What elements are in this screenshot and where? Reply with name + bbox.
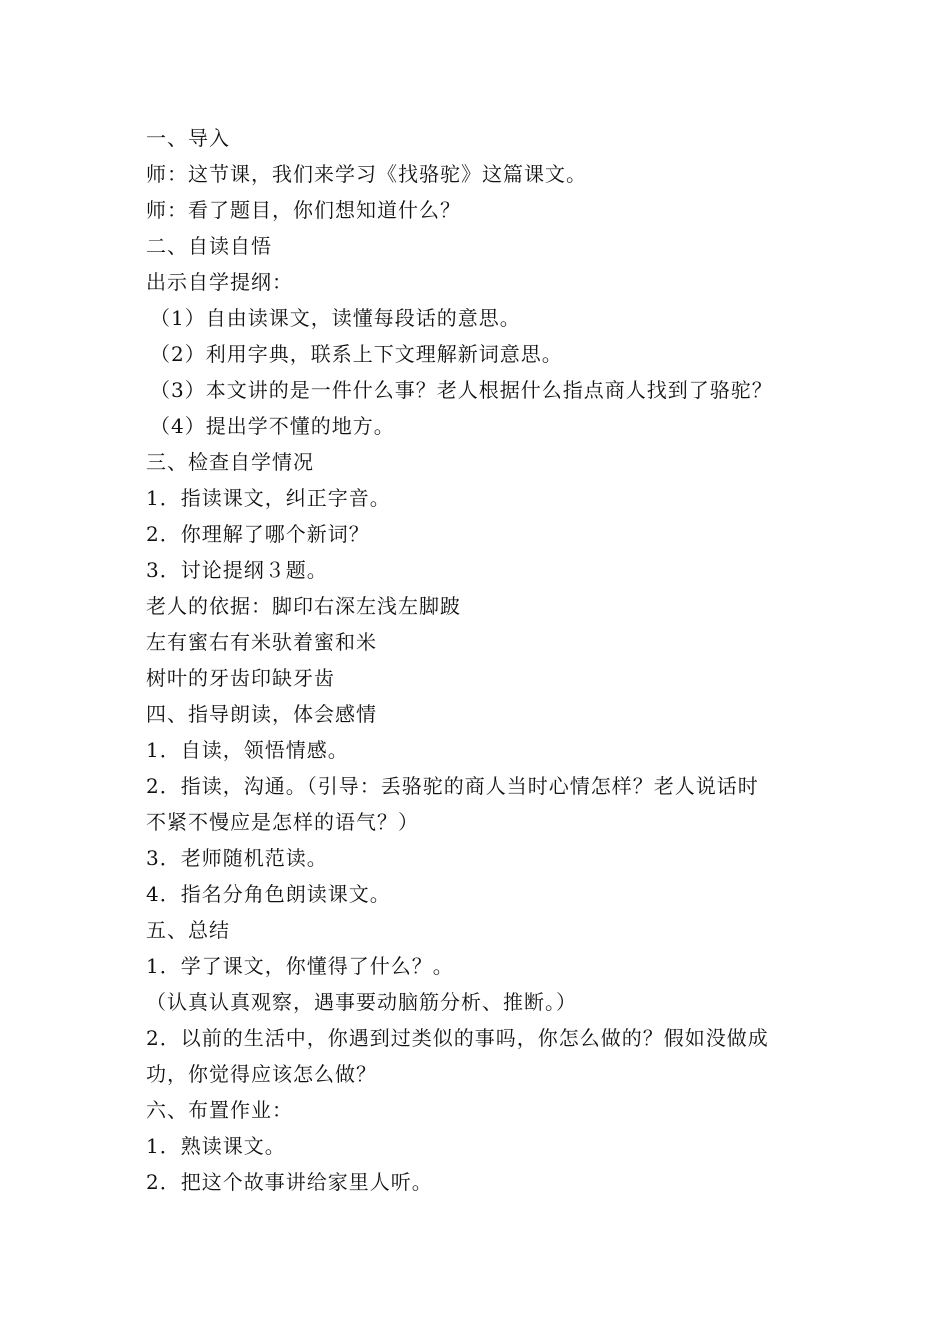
list-item: 1．熟读课文。 <box>146 1134 286 1158</box>
list-item: 3．讨论提纲３题。 <box>146 558 328 582</box>
paragraph-line: 功，你觉得应该怎么做？ <box>146 1062 377 1086</box>
list-item: （2）利用字典，联系上下文理解新词意思。 <box>150 342 563 366</box>
list-item: 2．把这个故事讲给家里人听。 <box>146 1170 433 1194</box>
paragraph-line: 老人的依据：脚印右深左浅左脚跛 <box>146 594 461 618</box>
section-heading: 一、导入 <box>146 126 230 150</box>
section-heading: 六、布置作业： <box>146 1098 293 1122</box>
list-item: 2．指读，沟通。（引导：丢骆驼的商人当时心情怎样？老人说话时 <box>146 774 759 798</box>
list-item: 1．自读，领悟情感。 <box>146 738 349 762</box>
paragraph-line: 不紧不慢应是怎样的语气？） <box>146 810 419 834</box>
section-heading: 二、自读自悟 <box>146 234 272 258</box>
paragraph-line: 师：看了题目，你们想知道什么？ <box>146 198 461 222</box>
list-item: 1．指读课文，纠正字音。 <box>146 486 391 510</box>
list-item: 2．以前的生活中，你遇到过类似的事吗，你怎么做的？假如没做成 <box>146 1026 769 1050</box>
paragraph-line: 左有蜜右有米驮着蜜和米 <box>146 630 377 654</box>
section-heading: 三、检查自学情况 <box>146 450 314 474</box>
document-body <box>146 120 846 1200</box>
list-item: 1．学了课文，你懂得了什么？。 <box>146 954 454 978</box>
section-heading: 四、指导朗读，体会感情 <box>146 702 377 726</box>
list-item: 2．你理解了哪个新词？ <box>146 522 370 546</box>
list-item: （3）本文讲的是一件什么事？老人根据什么指点商人找到了骆驼？ <box>150 378 773 402</box>
list-item: （4）提出学不懂的地方。 <box>150 414 395 438</box>
paragraph-line: 师：这节课，我们来学习《找骆驼》这篇课文。 <box>146 162 587 186</box>
paragraph-line: （认真认真观察，遇事要动脑筋分析、推断。） <box>146 990 577 1014</box>
list-item: 4．指名分角色朗读课文。 <box>146 882 391 906</box>
list-item: 3．老师随机范读。 <box>146 846 328 870</box>
paragraph-line: 树叶的牙齿印缺牙齿 <box>146 666 335 690</box>
section-heading: 五、总结 <box>146 918 230 942</box>
paragraph-line: 出示自学提纲： <box>146 270 293 294</box>
list-item: （1）自由读课文，读懂每段话的意思。 <box>150 306 521 330</box>
